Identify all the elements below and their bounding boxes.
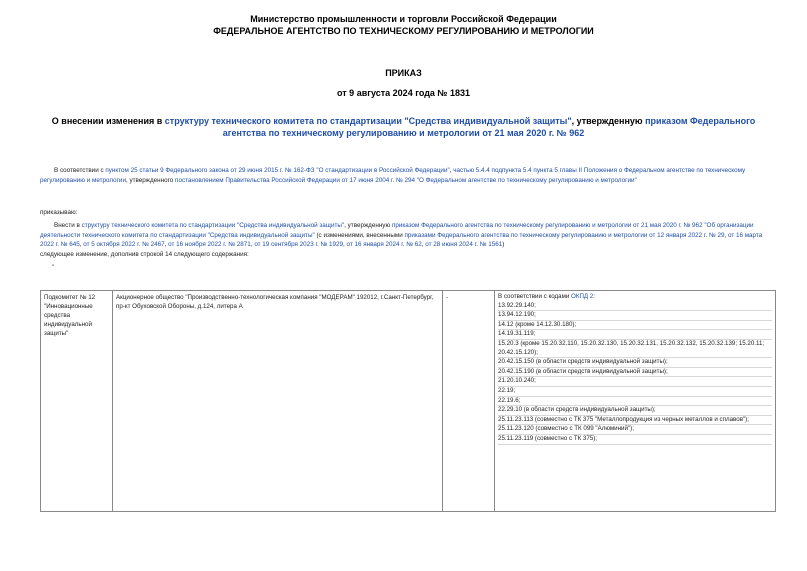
law-link[interactable]: пунктом 25 статьи 9 Федерального закона от 29 июня 2015 г. № 162-ФЗ "О стандартизации в Российской Федерации" [105,167,450,174]
document-title [0,115,807,139]
code-item: 22.29.10 (в области средств индивидуальной защиты); [498,406,772,416]
order-1929-link[interactable]: от 19 сентября 2023 г. № 1929 [254,241,343,248]
text: (с изменениями, внесенными [314,231,405,239]
code-item: 22.19; [498,387,772,397]
order-1561-link[interactable]: от 28 июня 2024 г. № 1561 [425,241,503,248]
order-962-link[interactable]: приказом Федерального агентства по техническому регулированию и метрологии от 21 мая 2020 г. № 962 "Об организации деятельности технического комитета по стандартизации "Средства индивидуальной защиты" [40,222,754,239]
table-row [41,291,776,512]
doc-type-heading: ПРИКАЗ [385,68,422,78]
organization-cell: Акционерное общество "Производственно-технологическая компания "МОДЕРАМ" 192012, г.Санкт-Петербург, пр-кт Обуховской Обороны, д.124, литера А [113,291,443,512]
text: , [342,241,347,248]
text: , утвержденного [125,176,176,184]
text: : [593,293,595,300]
text: , утвержденную [344,222,392,229]
codes-list [498,293,772,445]
code-item: 20.42.15.190 (в области средств индивидуальной защиты); [498,368,772,378]
text: , [724,231,728,239]
code-item: 25.11.23.119 (совместно с ТК 375); [498,435,772,445]
order-word: приказываю: [40,209,78,216]
title-text: , утвержденную [571,116,646,126]
text: ) [502,241,505,248]
title-link-structure[interactable]: структуру технического комитета по стандартизации "Средства индивидуальной защиты" [164,116,572,126]
order-62-link[interactable]: от 16 января 2024 г. № 62 [346,241,422,248]
order-645-link[interactable]: от 16 марта 2022 г. № 645 [40,231,763,248]
ministry-heading: Министерство промышленности и торговли Российской Федерации [250,14,557,24]
order-2871-link[interactable]: от 16 ноября 2022 г. № 2871 [168,241,251,248]
codes-intro [498,293,772,302]
codes-cell [495,291,776,512]
code-item: 14.19.31.119; [498,330,772,340]
code-item: 20.42.15.150 (в области средств индивидуальной защиты); [498,358,772,368]
title-link-order[interactable]: приказом Федерального агентства по техническому регулированию и метрологии от 21 мая 2020 г. № 962 [222,116,756,138]
subcommittee-table [40,290,776,512]
text: Внести в [54,222,82,229]
code-item: 21.20.10.240; [498,377,772,387]
regulation-link[interactable]: частью 5.4.4 подпункта 5.4 пункта 5 главы II Положения о Федеральном агентстве по техническому регулированию и метрологии [40,167,746,184]
order-2467-link[interactable]: от 5 октября 2022 г. № 2467 [83,241,165,248]
preamble-paragraph [40,166,775,185]
code-item: 22.19.6; [498,397,772,407]
amendment-lead: следующее изменение, дополнив строкой 14 следующего содержания: [40,251,249,258]
quote-mark: " [52,265,55,271]
text: , [449,167,454,174]
text: , [164,241,169,248]
title-text: О внесении изменения в [51,116,165,126]
okpd2-link[interactable]: ОКПД 2 [571,293,594,300]
text: , [250,241,255,248]
amendment-paragraph [40,221,775,250]
text: , [421,241,426,248]
structure-link[interactable]: структуру технического комитета по стандартизации "Средства индивидуальной защиты" [81,222,345,229]
order-29-link[interactable]: приказами Федерального агентства по техническому регулированию и метрологии от 12 января 2022 г. № 29 [404,231,725,239]
code-item: 15.20.3 (кроме 15.20.32.110, 15.20.32.130, 15.20.32.131, 15.20.32.132, 15.20.32.139; 15.20.11; 20.42.15.120); [498,340,772,358]
text: , [79,241,84,248]
code-item: 14.12 (кроме 14.12.30.180); [498,321,772,331]
text: В соответствии с кодами [498,293,572,300]
code-item: 13.94.12.190; [498,311,772,321]
government-decree-link[interactable]: постановлением Правительства Российской Федерации от 17 июня 2004 г. № 294 "О Федеральном агентстве по техническому регулированию и метрологии" [175,176,637,184]
code-item: 25.11.23.120 (совместно с ТК 099 "Алюминий"); [498,425,772,435]
code-item: 25.11.23.113 (совместно с ТК 375 "Металлопродукция из черных металлов и сплавов"); [498,416,772,426]
subcommittee-name-cell: Подкомитет № 12 "Инновационные средства индивидуальной защиты" [41,291,113,512]
text: В соответствии с [54,167,106,174]
doc-date-number: от 9 августа 2024 года № 1831 [337,88,470,98]
code-item: 13.92.29.140; [498,302,772,312]
dash-cell: - [443,291,495,512]
agency-heading: ФЕДЕРАЛЬНОЕ АГЕНТСТВО ПО ТЕХНИЧЕСКОМУ РЕГУЛИРОВАНИЮ И МЕТРОЛОГИИ [213,26,594,36]
